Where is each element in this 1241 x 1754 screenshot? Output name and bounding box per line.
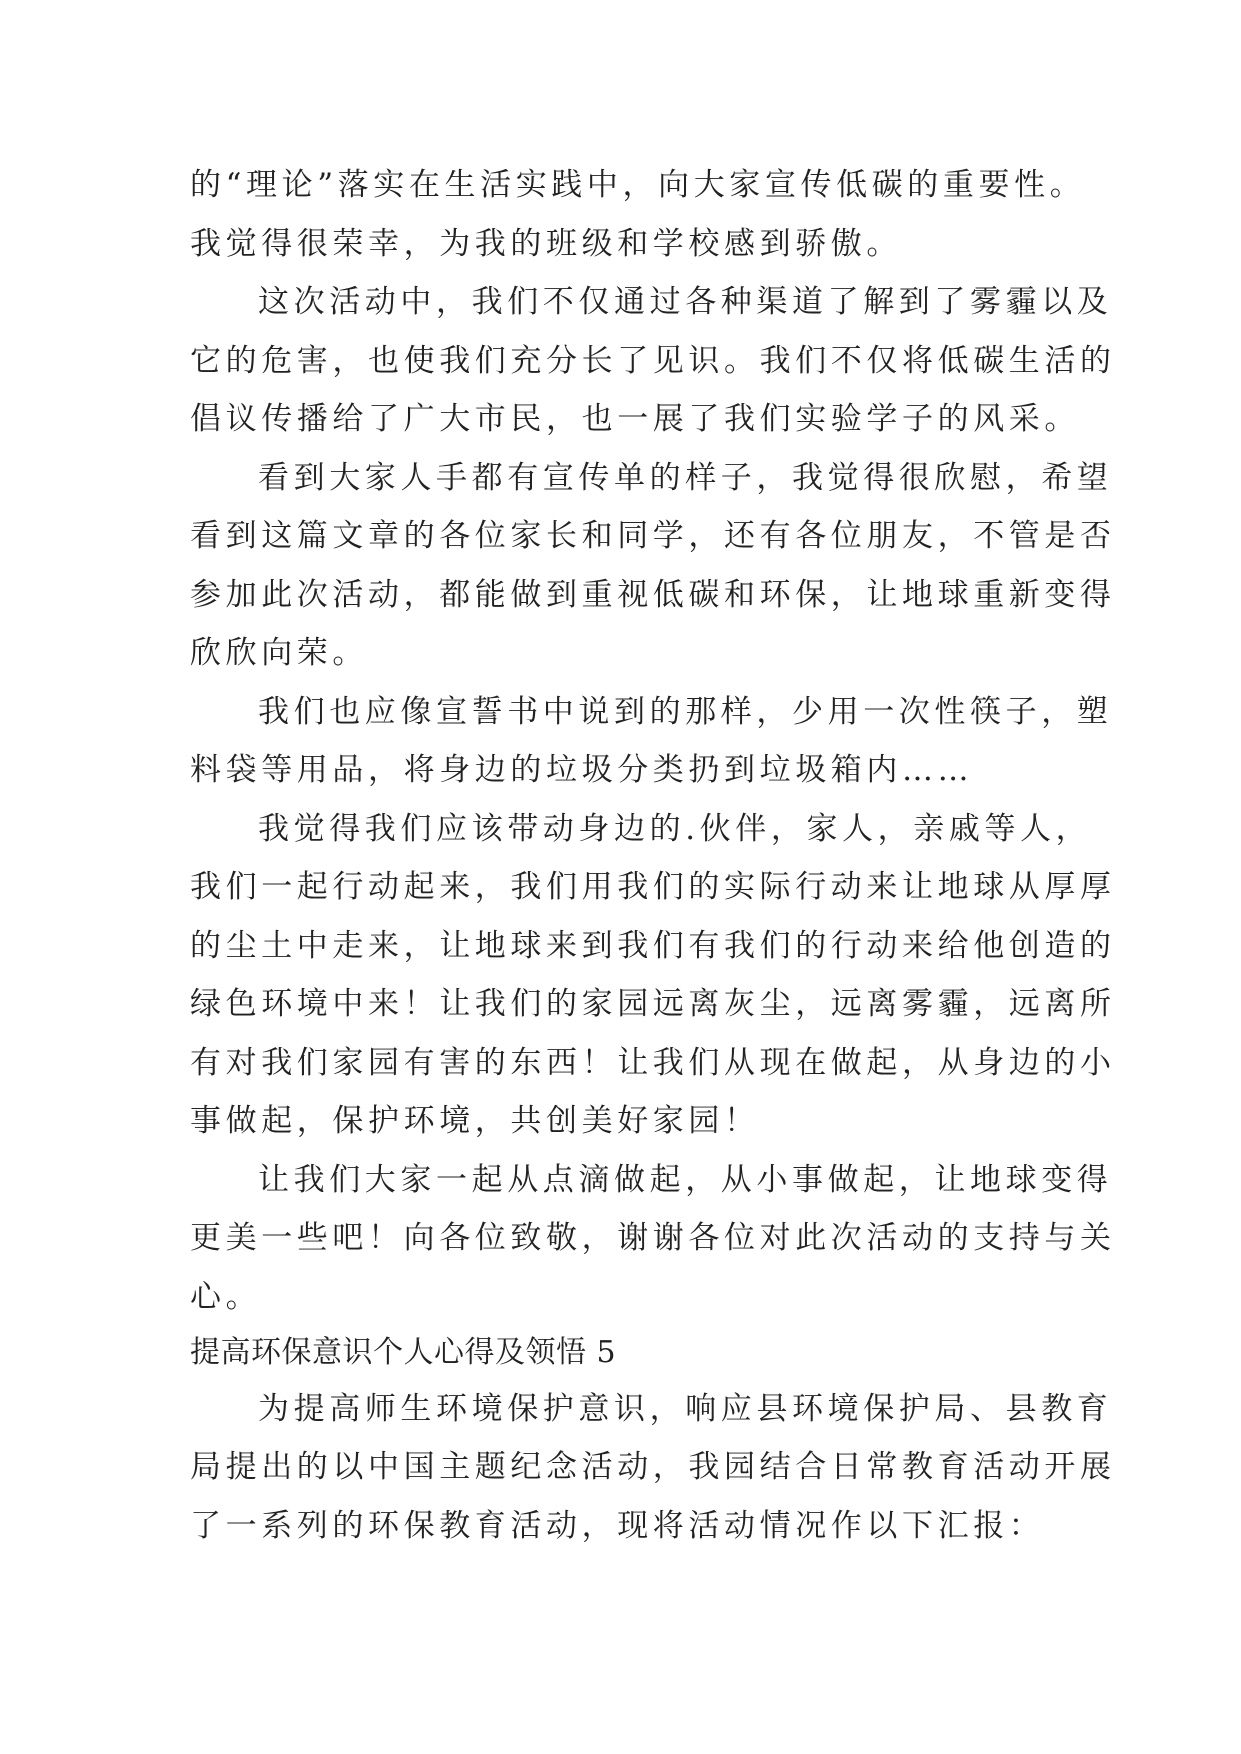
paragraph-line: 的“理论”落实在生活实践中，向大家宣传低碳的重要性。 (190, 167, 1086, 203)
paragraph-line: 我觉得很荣幸，为我的班级和学校感到骄傲。 (190, 226, 902, 262)
paragraph-line: 我觉得我们应该带动身边的.伙伴，家人，亲戚等人， (258, 811, 1092, 847)
paragraph-line: 这次活动中，我们不仅通过各种渠道了解到了雾霾以及 (258, 284, 1113, 320)
paragraph-line: 倡议传播给了广大市民，也一展了我们实验学子的风采。 (190, 401, 1080, 437)
paragraph-line: 了一系列的环保教育活动，现将活动情况作以下汇报： (190, 1508, 1045, 1544)
paragraph-line: 为提高师生环境保护意识，响应县环境保护局、县教育 (258, 1391, 1113, 1427)
paragraph-line: 心。 (190, 1279, 262, 1315)
paragraph-line: 看到大家人手都有宣传单的样子，我觉得很欣慰，希望 (258, 460, 1113, 496)
paragraph-line: 事做起，保护环境，共创美好家园！ (190, 1103, 760, 1139)
paragraph-line: 它的危害，也使我们充分长了见识。我们不仅将低碳生活的 (190, 343, 1116, 379)
paragraph-line: 让我们大家一起从点滴做起，从小事做起，让地球变得 (258, 1162, 1113, 1198)
paragraph-line: 我们一起行动起来，我们用我们的实际行动来让地球从厚厚 (190, 869, 1116, 905)
paragraph-line: 看到这篇文章的各位家长和同学，还有各位朋友，不管是否 (190, 518, 1116, 554)
paragraph-line: 料袋等用品，将身边的垃圾分类扔到垃圾箱内…… (190, 752, 974, 788)
paragraph-line: 局提出的以中国主题纪念活动，我园结合日常教育活动开展 (190, 1449, 1116, 1485)
paragraph-line: 的尘土中走来，让地球来到我们有我们的行动来给他创造的 (190, 928, 1116, 964)
paragraph-line: 有对我们家园有害的东西！让我们从现在做起，从身边的小 (190, 1045, 1116, 1081)
paragraph-line: 更美一些吧！向各位致敬，谢谢各位对此次活动的支持与关 (190, 1220, 1116, 1256)
paragraph-line: 我们也应像宣誓书中说到的那样，少用一次性筷子，塑 (258, 694, 1113, 730)
paragraph-line: 欣欣向荣。 (190, 635, 368, 671)
section-heading: 提高环保意识个人心得及领悟 5 (190, 1335, 617, 1370)
paragraph-line: 参加此次活动，都能做到重视低碳和环保，让地球重新变得 (190, 577, 1116, 613)
paragraph-line: 绿色环境中来！让我们的家园远离灰尘，远离雾霾，远离所 (190, 986, 1116, 1022)
